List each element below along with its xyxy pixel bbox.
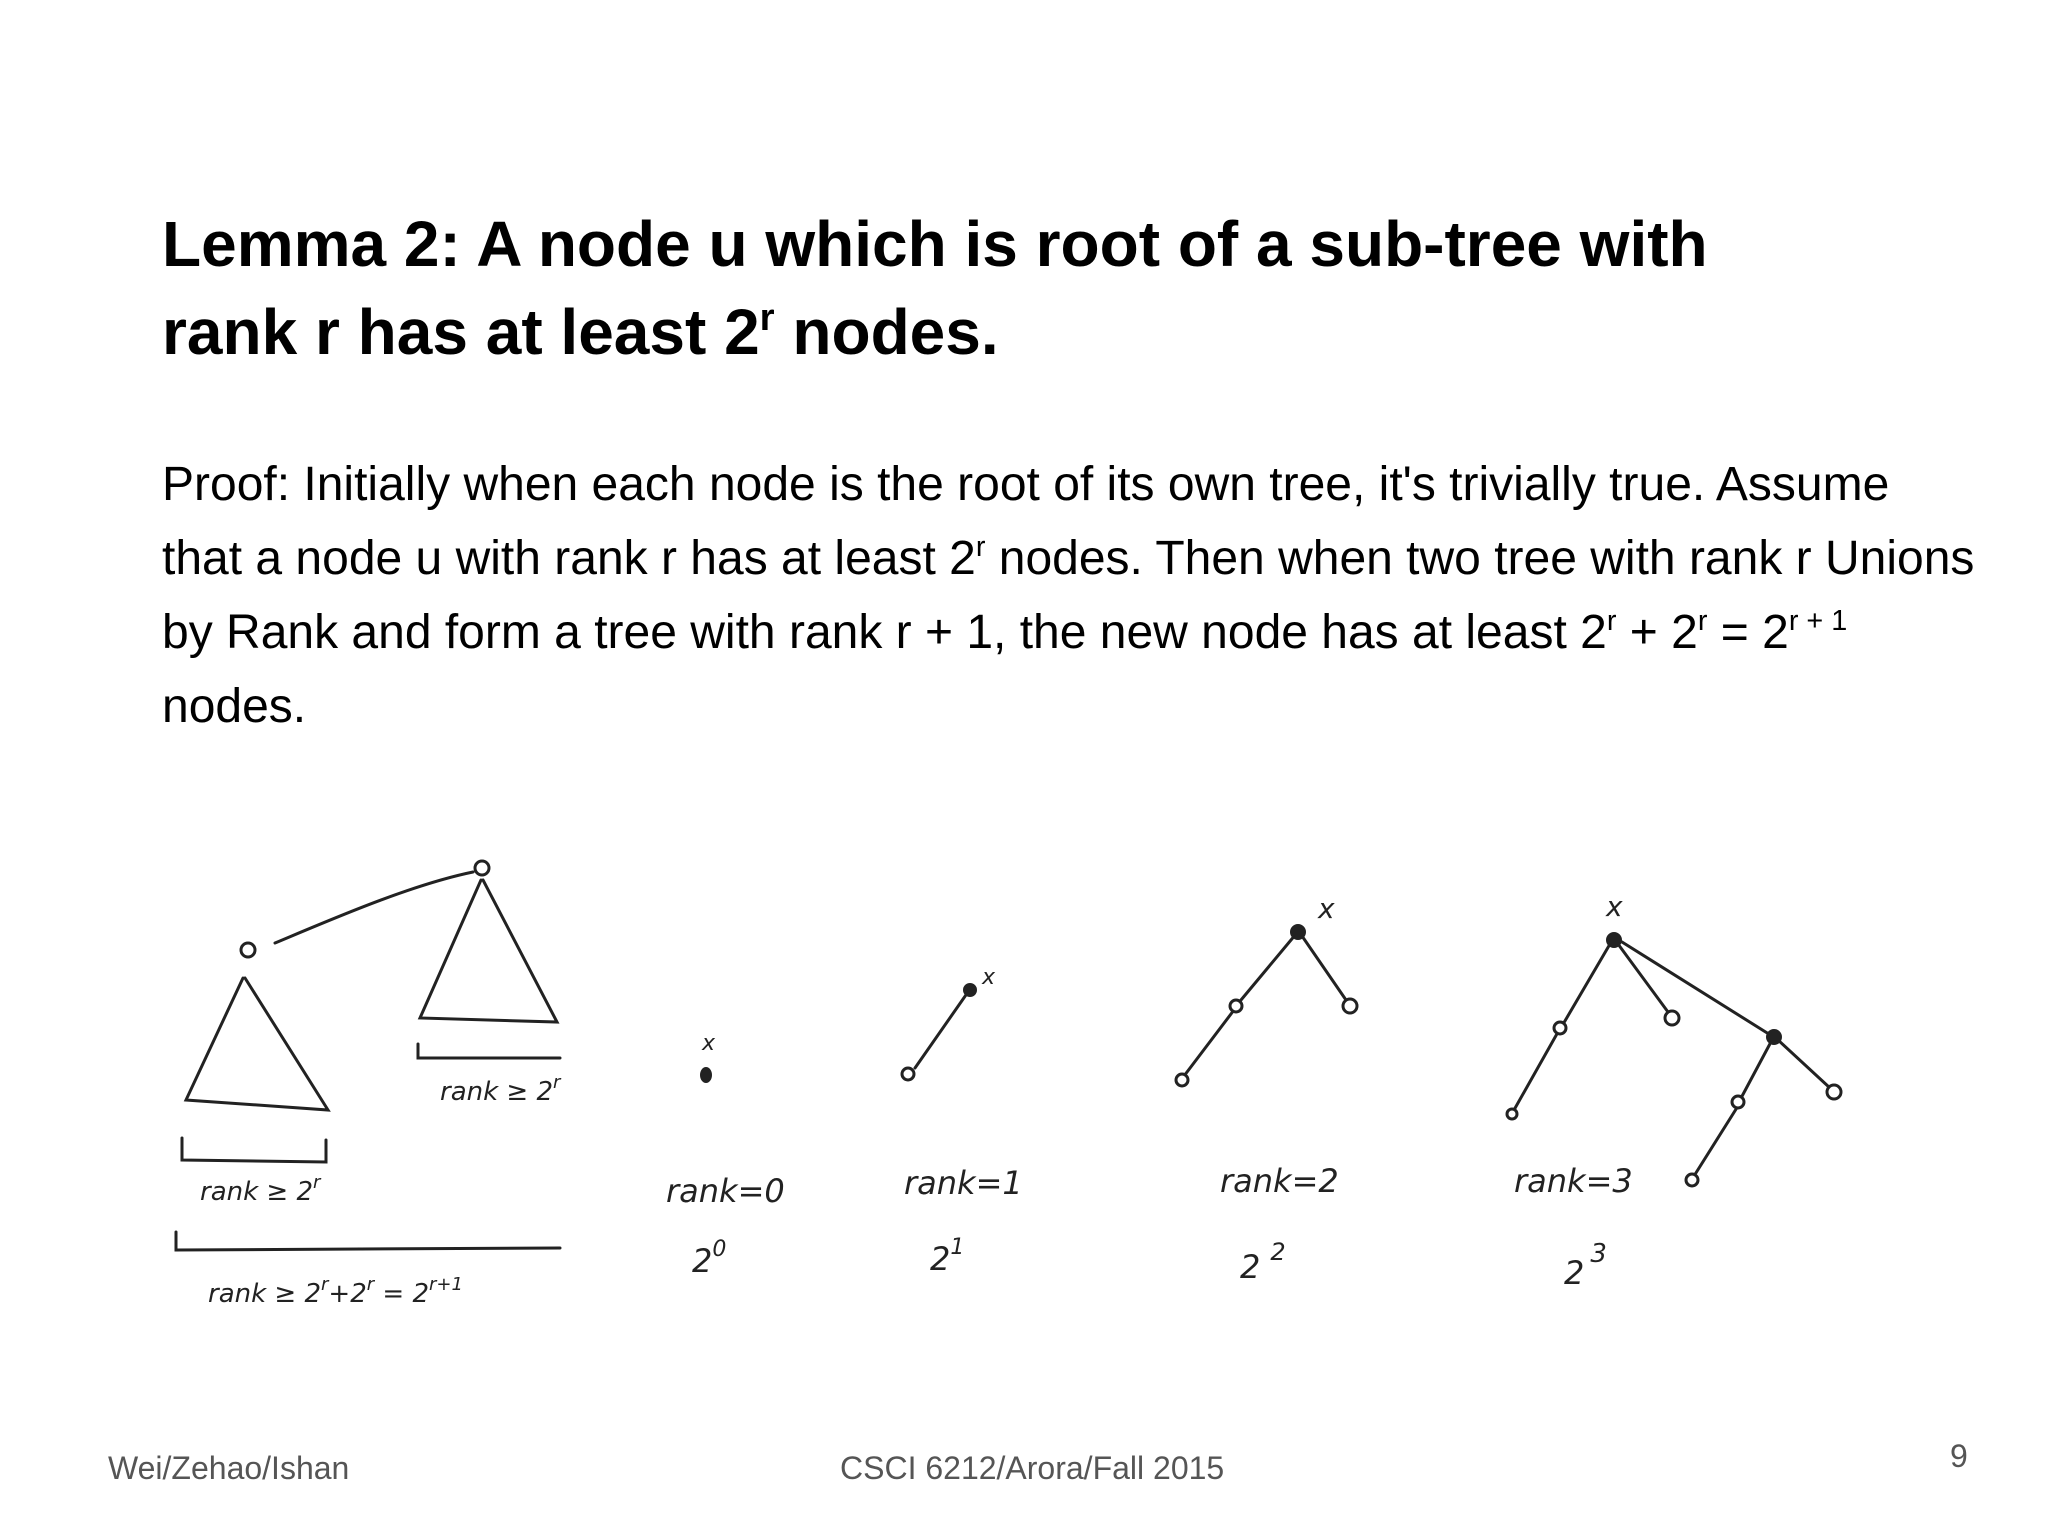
tree-3-count: 2 $^3$ xyxy=(1564,1239,1607,1292)
tree-1-child-node xyxy=(902,1068,914,1080)
tree-3-sub-right-node xyxy=(1827,1085,1841,1099)
tree-0-rank-label: rank=0 xyxy=(666,1172,785,1210)
tree-1-root-marker: x xyxy=(982,965,996,990)
tree-3-left-node xyxy=(1554,1022,1566,1034)
tree-3-edge-sub-right xyxy=(1778,1040,1830,1088)
proof-sup-1: r xyxy=(975,531,986,564)
tree-3-root-marker: x xyxy=(1606,890,1623,923)
tree-2-root-node xyxy=(1291,925,1305,939)
right-subtree-triangle xyxy=(420,880,557,1022)
tree-3-left-leaf xyxy=(1507,1109,1517,1119)
tree-3-edge-right xyxy=(1622,942,1772,1036)
tree-0-root-node xyxy=(701,1068,711,1082)
left-rank-bracket xyxy=(182,1138,326,1162)
title-line-2-end: nodes. xyxy=(774,296,999,368)
tree-2-edge-right xyxy=(1302,936,1346,1000)
tree-3-edge-left-lower xyxy=(1514,1032,1558,1110)
tree-3-edge-sub-left-lower xyxy=(1694,1106,1738,1176)
tree-3-edge-left xyxy=(1562,944,1610,1026)
title-superscript: r xyxy=(759,296,775,340)
tree-3-subtree-root xyxy=(1767,1030,1781,1044)
tree-2-leaf-node xyxy=(1176,1074,1188,1086)
union-diagram xyxy=(176,861,562,1309)
tree-rank-3 xyxy=(1507,890,1841,1292)
tree-1-root-node xyxy=(964,984,976,996)
tree-rank-1 xyxy=(902,965,1023,1278)
tree-3-edge-sub-left xyxy=(1740,1040,1772,1100)
tree-2-mid-node xyxy=(1230,1000,1242,1012)
left-subtree-root xyxy=(241,943,255,957)
proof-sup-2: r xyxy=(1606,605,1617,638)
tree-3-root-node xyxy=(1607,933,1621,947)
proof-text-4: = 2 xyxy=(1707,606,1789,659)
proof-text-5: nodes. xyxy=(162,680,307,733)
combined-rank-bracket xyxy=(176,1232,560,1250)
left-subtree-triangle xyxy=(186,978,328,1110)
tree-rank-0 xyxy=(666,1031,785,1280)
footer-course: CSCI 6212/Arora/Fall 2015 xyxy=(840,1450,1225,1486)
combined-rank-label: rank ≥ $2^r+2^r = 2^{r+1}$ xyxy=(208,1274,463,1309)
footer-authors: Wei/Zehao/Ishan xyxy=(108,1450,350,1486)
left-rank-label: rank ≥ $2^r$ xyxy=(200,1172,321,1207)
title-line-2-text: rank r has at least 2 xyxy=(162,296,760,368)
proof-text-1: Proof: Initially when each node is the root of its own tree, it's trivially true. Assume that a node u with rank r has at least 2 xyxy=(162,458,1890,585)
right-rank-bracket xyxy=(418,1044,560,1058)
tree-1-edge xyxy=(915,992,968,1068)
proof-sup-3: r xyxy=(1697,605,1708,638)
tree-3-middle-node xyxy=(1665,1011,1679,1025)
right-subtree-root xyxy=(475,861,489,875)
tree-3-rank-label: rank=3 xyxy=(1514,1162,1633,1200)
tree-2-root-marker: x xyxy=(1318,892,1335,925)
proof-text-2: nodes. Then when two tree with rank r Unions by Rank and form a tree with rank r + 1, the new node has at least 2 xyxy=(162,532,1975,659)
tree-0-root-marker: x xyxy=(702,1031,716,1056)
tree-3-sub-left-leaf xyxy=(1686,1174,1698,1186)
tree-3-sub-left-node xyxy=(1732,1096,1744,1108)
tree-2-right-node xyxy=(1343,999,1357,1013)
tree-2-edge-left xyxy=(1236,934,1296,1006)
proof-text-3: + 2 xyxy=(1616,606,1698,659)
tree-0-count: $2^0$ xyxy=(692,1237,727,1280)
tree-2-rank-label: rank=2 xyxy=(1220,1162,1339,1200)
tree-2-count: 2 $^2$ xyxy=(1240,1238,1286,1286)
tree-1-count: $2^1$ xyxy=(930,1235,965,1278)
page-number: 9 xyxy=(1950,1438,1968,1474)
tree-1-rank-label: rank=1 xyxy=(904,1164,1023,1202)
union-edge xyxy=(275,872,473,943)
proof-sup-4: r + 1 xyxy=(1788,605,1848,638)
right-rank-label: rank ≥ $2^r$ xyxy=(440,1072,561,1107)
title-line-1: Lemma 2: A node u which is root of a sub-tree with xyxy=(162,208,1708,280)
tree-2-edge-left-lower xyxy=(1184,1010,1234,1076)
tree-rank-2 xyxy=(1176,892,1357,1286)
